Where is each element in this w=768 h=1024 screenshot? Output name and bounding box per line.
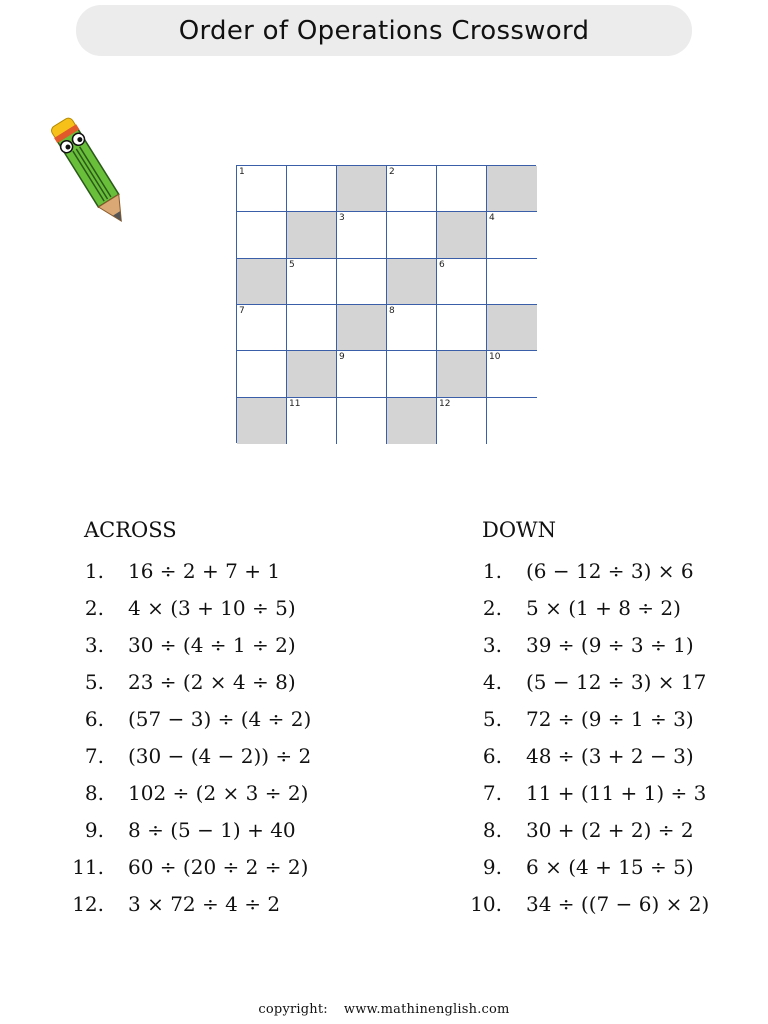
clue-expression: 39 ÷ (9 ÷ 3 ÷ 1) [526, 632, 694, 657]
shaded-cell [387, 259, 437, 305]
down-clue-list [468, 552, 758, 922]
answer-cell[interactable] [387, 351, 437, 397]
clue-number: 10. [470, 891, 502, 916]
pencil-mascot-icon [44, 100, 144, 240]
clue-expression: 11 + (11 + 1) ÷ 3 [526, 780, 707, 805]
shaded-cell [287, 212, 337, 258]
title-banner [76, 5, 692, 56]
answer-cell[interactable] [487, 351, 537, 397]
clue-expression: (57 − 3) ÷ (4 ÷ 2) [128, 706, 312, 731]
shaded-cell [337, 166, 387, 212]
answer-cell[interactable] [437, 166, 487, 212]
clue-number: 12. [72, 891, 104, 916]
clue-expression: 102 ÷ (2 × 3 ÷ 2) [128, 780, 309, 805]
copyright-label: copyright: [258, 1002, 328, 1017]
clue-number: 5. [482, 706, 502, 731]
copyright-site: www.mathinenglish.com [343, 1002, 510, 1017]
answer-cell[interactable] [437, 305, 487, 351]
cell-number: 2 [389, 167, 395, 177]
clue-number: 9. [482, 854, 502, 879]
clue-item [468, 700, 758, 737]
answer-cell[interactable] [337, 259, 387, 305]
answer-cell[interactable] [237, 351, 287, 397]
clue-expression: 72 ÷ (9 ÷ 1 ÷ 3) [526, 706, 694, 731]
shaded-cell [487, 166, 537, 212]
copyright-footer [0, 1002, 768, 1017]
answer-cell[interactable] [437, 398, 487, 444]
clue-number: 3. [84, 632, 104, 657]
clue-number: 6. [482, 743, 502, 768]
answer-cell[interactable] [287, 305, 337, 351]
clue-number: 3. [482, 632, 502, 657]
cell-number: 7 [239, 305, 245, 316]
cell-number: 12 [439, 398, 451, 409]
shaded-cell [287, 351, 337, 397]
clue-number: 4. [482, 669, 502, 694]
clue-item [70, 774, 410, 811]
answer-cell[interactable] [387, 305, 437, 351]
cell-number: 9 [339, 352, 345, 363]
cell-number: 8 [389, 305, 395, 316]
clue-number: 11. [72, 854, 104, 879]
shaded-cell [337, 305, 387, 351]
clue-item [70, 626, 410, 663]
cell-number: 1 [239, 167, 245, 177]
cell-number: 5 [289, 259, 295, 270]
clue-item [468, 774, 758, 811]
across-clues [70, 516, 410, 922]
clue-number: 1. [482, 558, 502, 583]
clue-expression: 30 ÷ (4 ÷ 1 ÷ 2) [128, 632, 296, 657]
down-heading: DOWN [482, 518, 557, 542]
answer-cell[interactable] [237, 305, 287, 351]
answer-cell[interactable] [287, 166, 337, 212]
across-clue-list [70, 552, 410, 922]
clue-number: 2. [482, 595, 502, 620]
clue-expression: 30 + (2 + 2) ÷ 2 [526, 817, 694, 842]
clue-expression: 34 ÷ ((7 − 6) × 2) [526, 891, 710, 916]
clue-item [70, 885, 410, 922]
page-title: Order of Operations Crossword [178, 15, 590, 46]
shaded-cell [387, 398, 437, 444]
clue-item [70, 589, 410, 626]
clue-item [70, 811, 410, 848]
answer-cell[interactable] [237, 166, 287, 212]
cell-number: 3 [339, 213, 345, 224]
clue-number: 1. [84, 558, 104, 583]
shaded-cell [487, 305, 537, 351]
clue-expression: (30 − (4 − 2)) ÷ 2 [128, 743, 312, 768]
cell-number: 4 [489, 213, 495, 224]
clue-item [468, 737, 758, 774]
clue-item [468, 848, 758, 885]
across-heading: ACROSS [84, 518, 177, 542]
cell-number: 10 [489, 352, 501, 363]
clue-item [468, 589, 758, 626]
clue-expression: 23 ÷ (2 × 4 ÷ 8) [128, 669, 296, 694]
cell-number: 6 [439, 259, 445, 270]
clue-item [468, 552, 758, 589]
answer-cell[interactable] [387, 166, 437, 212]
answer-cell[interactable] [337, 398, 387, 444]
answer-cell[interactable] [237, 212, 287, 258]
clue-item [70, 848, 410, 885]
answer-cell[interactable] [287, 259, 337, 305]
clue-expression: (6 − 12 ÷ 3) × 6 [526, 558, 694, 583]
clue-expression: 48 ÷ (3 + 2 − 3) [526, 743, 694, 768]
clue-number: 2. [84, 595, 104, 620]
answer-cell[interactable] [487, 398, 537, 444]
clue-number: 6. [84, 706, 104, 731]
clue-number: 7. [482, 780, 502, 805]
clue-expression: 8 ÷ (5 − 1) + 40 [128, 817, 296, 842]
clue-number: 8. [84, 780, 104, 805]
crossword-grid [236, 165, 536, 443]
clue-expression: 4 × (3 + 10 ÷ 5) [128, 595, 296, 620]
clue-expression: 60 ÷ (20 ÷ 2 ÷ 2) [128, 854, 309, 879]
clue-item [468, 626, 758, 663]
clue-expression: 16 ÷ 2 + 7 + 1 [128, 558, 281, 583]
clue-number: 5. [84, 669, 104, 694]
clue-number: 8. [482, 817, 502, 842]
down-clues [468, 516, 758, 922]
answer-cell[interactable] [287, 398, 337, 444]
shaded-cell [237, 398, 287, 444]
clue-expression: 3 × 72 ÷ 4 ÷ 2 [128, 891, 281, 916]
answer-cell[interactable] [337, 351, 387, 397]
clue-item [468, 663, 758, 700]
clue-expression: 6 × (4 + 15 ÷ 5) [526, 854, 694, 879]
answer-cell[interactable] [487, 212, 537, 258]
clue-item [70, 552, 410, 589]
shaded-cell [437, 351, 487, 397]
clue-item [468, 885, 758, 922]
clue-item [70, 700, 410, 737]
answer-cell[interactable] [387, 212, 437, 258]
cell-number: 11 [289, 398, 301, 409]
answer-cell[interactable] [487, 259, 537, 305]
clue-expression: 5 × (1 + 8 ÷ 2) [526, 595, 681, 620]
clue-number: 9. [84, 817, 104, 842]
shaded-cell [437, 212, 487, 258]
clue-item [70, 663, 410, 700]
shaded-cell [237, 259, 287, 305]
clue-expression: (5 − 12 ÷ 3) × 17 [526, 669, 707, 694]
answer-cell[interactable] [437, 259, 487, 305]
clue-item [70, 737, 410, 774]
clue-number: 7. [84, 743, 104, 768]
answer-cell[interactable] [337, 212, 387, 258]
clue-item [468, 811, 758, 848]
